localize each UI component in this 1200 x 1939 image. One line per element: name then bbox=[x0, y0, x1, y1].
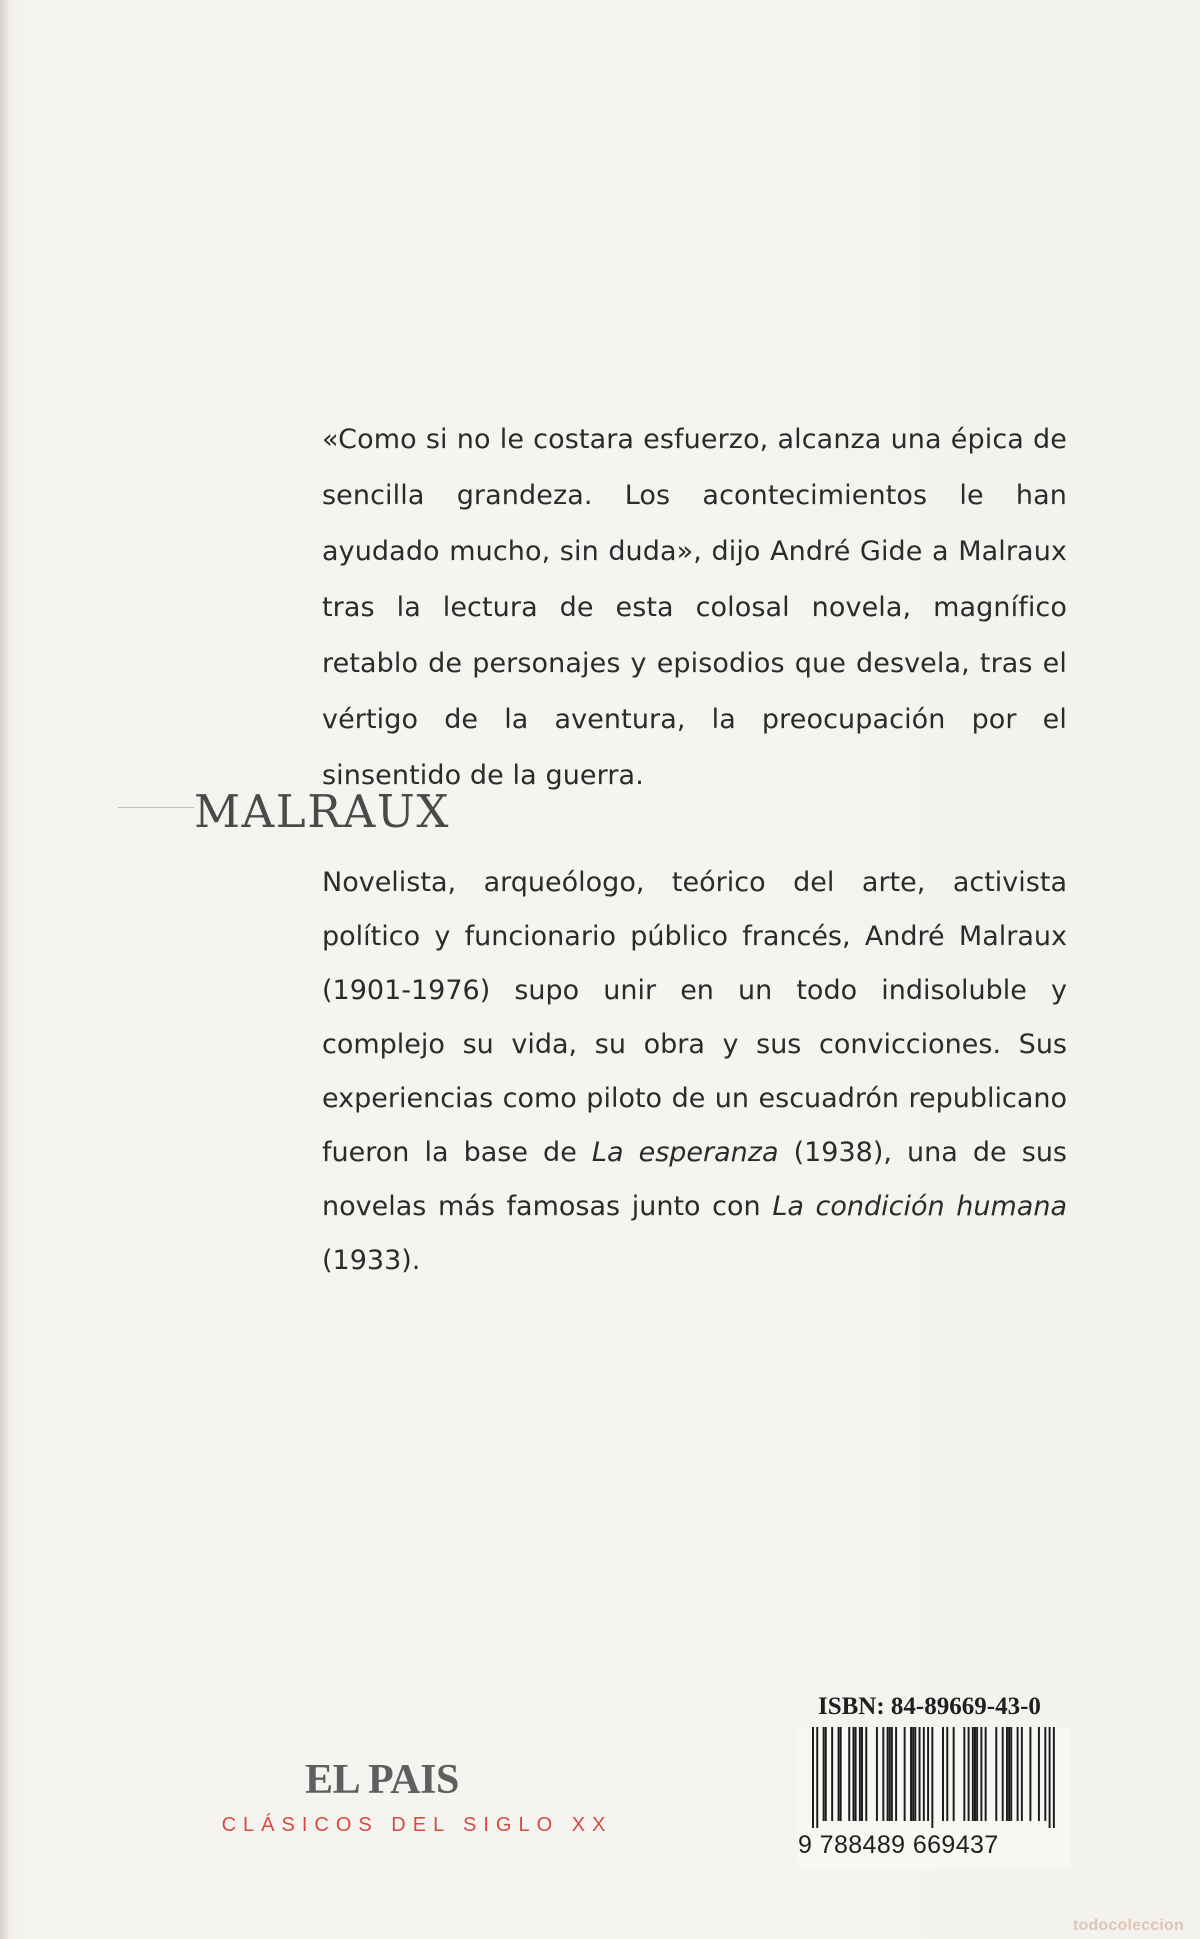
barcode-bar bbox=[825, 1727, 827, 1821]
barcode-bar bbox=[914, 1727, 916, 1821]
barcode-bar bbox=[831, 1727, 833, 1821]
barcode-bar bbox=[1029, 1727, 1031, 1821]
barcode-bar bbox=[861, 1727, 863, 1821]
bio-text-part2: (1938), una de sus novelas más famosas junto con bbox=[322, 1137, 1068, 1222]
barcode-bar bbox=[1044, 1727, 1046, 1821]
barcode-bar bbox=[823, 1727, 825, 1821]
author-heading bbox=[118, 784, 588, 844]
barcode-bar bbox=[855, 1727, 857, 1821]
author-rule bbox=[118, 807, 194, 808]
bio-text-part1: Novelista, arqueólogo, teórico del arte, activista político y funcionario público francés, André Malraux (1901-1976) supo unir en un todo indisoluble y complejo su vida, su obra y sus convicciones. Sus experiencias como piloto de un escuadrón republicano fueron la base de bbox=[322, 867, 1067, 1168]
barcode-bar bbox=[891, 1727, 893, 1821]
barcode-bar bbox=[974, 1727, 976, 1821]
barcode-bar bbox=[816, 1727, 818, 1828]
barcode-bar bbox=[853, 1727, 855, 1821]
collection-name: CLÁSICOS DEL SIGLO XX bbox=[221, 1814, 613, 1836]
barcode-bar bbox=[859, 1727, 861, 1821]
bio-text-part3: (1933). bbox=[322, 1245, 421, 1276]
barcode-bar bbox=[838, 1727, 840, 1821]
barcode-bar bbox=[953, 1727, 955, 1821]
barcode-bar bbox=[976, 1727, 978, 1821]
isbn-label: ISBN: 84-89669-43-0 bbox=[818, 1693, 1041, 1720]
barcode-bar bbox=[946, 1727, 948, 1821]
bio-title-la-condicion-humana: La condición humana bbox=[772, 1191, 1067, 1222]
barcode-icon bbox=[812, 1727, 1055, 1828]
barcode-digits: 9 788489 669437 bbox=[798, 1831, 999, 1859]
barcode-bar bbox=[865, 1727, 867, 1821]
author-name: MALRAUX bbox=[194, 785, 450, 838]
blurb-quote bbox=[322, 412, 1067, 804]
barcode-bar bbox=[895, 1727, 897, 1821]
barcode-block bbox=[798, 1727, 1071, 1869]
barcode-bar bbox=[910, 1727, 912, 1821]
barcode-bar bbox=[1002, 1727, 1004, 1821]
barcode-bar bbox=[812, 1727, 814, 1828]
watermark: todocoleccion bbox=[1072, 1917, 1184, 1934]
publisher-logo: EL PAIS bbox=[305, 1757, 459, 1803]
author-bio bbox=[322, 856, 1067, 1288]
barcode-bar bbox=[848, 1727, 850, 1821]
blurb-text: «Como si no le costara esfuerzo, alcanza una épica de sencilla grandeza. Los acontecimientos le han ayudado mucho, sin duda», dijo André Gide a Malraux tras la lectura de esta colosal novela, magnífico retablo de personajes y episodios que desvela, tras el vértigo de la aventura, la preocupación por el sinsentido de la guerra. bbox=[322, 424, 1067, 791]
bio-title-la-esperanza: La esperanza bbox=[591, 1137, 779, 1168]
barcode-bar bbox=[1049, 1727, 1051, 1828]
barcode-bar bbox=[963, 1727, 965, 1821]
barcode-bar bbox=[980, 1727, 982, 1821]
barcode-bar bbox=[995, 1727, 997, 1821]
barcode-bar bbox=[942, 1727, 944, 1821]
barcode-bar bbox=[840, 1727, 842, 1821]
barcode-bar bbox=[1017, 1727, 1019, 1821]
barcode-bar bbox=[1006, 1727, 1008, 1821]
barcode-bar bbox=[876, 1727, 878, 1821]
barcode-bar bbox=[923, 1727, 925, 1821]
barcode-bar bbox=[919, 1727, 921, 1821]
barcode-bar bbox=[882, 1727, 884, 1821]
barcode-bar bbox=[927, 1727, 929, 1821]
barcode-bar bbox=[972, 1727, 974, 1821]
barcode-bar bbox=[1008, 1727, 1010, 1821]
barcode-bar bbox=[968, 1727, 970, 1821]
barcode-bar bbox=[889, 1727, 891, 1821]
barcode-bar bbox=[912, 1727, 914, 1821]
spine-edge-shadow bbox=[0, 0, 10, 1939]
barcode-bar bbox=[1038, 1727, 1040, 1821]
barcode-bar bbox=[985, 1727, 987, 1821]
barcode-bar bbox=[904, 1727, 906, 1821]
barcode-bar bbox=[887, 1727, 889, 1821]
barcode-bar bbox=[931, 1727, 933, 1828]
barcode-bar bbox=[1053, 1727, 1055, 1828]
publisher-imprint bbox=[197, 1756, 637, 1837]
barcode-bar bbox=[1010, 1727, 1012, 1821]
barcode-bar bbox=[1021, 1727, 1023, 1821]
